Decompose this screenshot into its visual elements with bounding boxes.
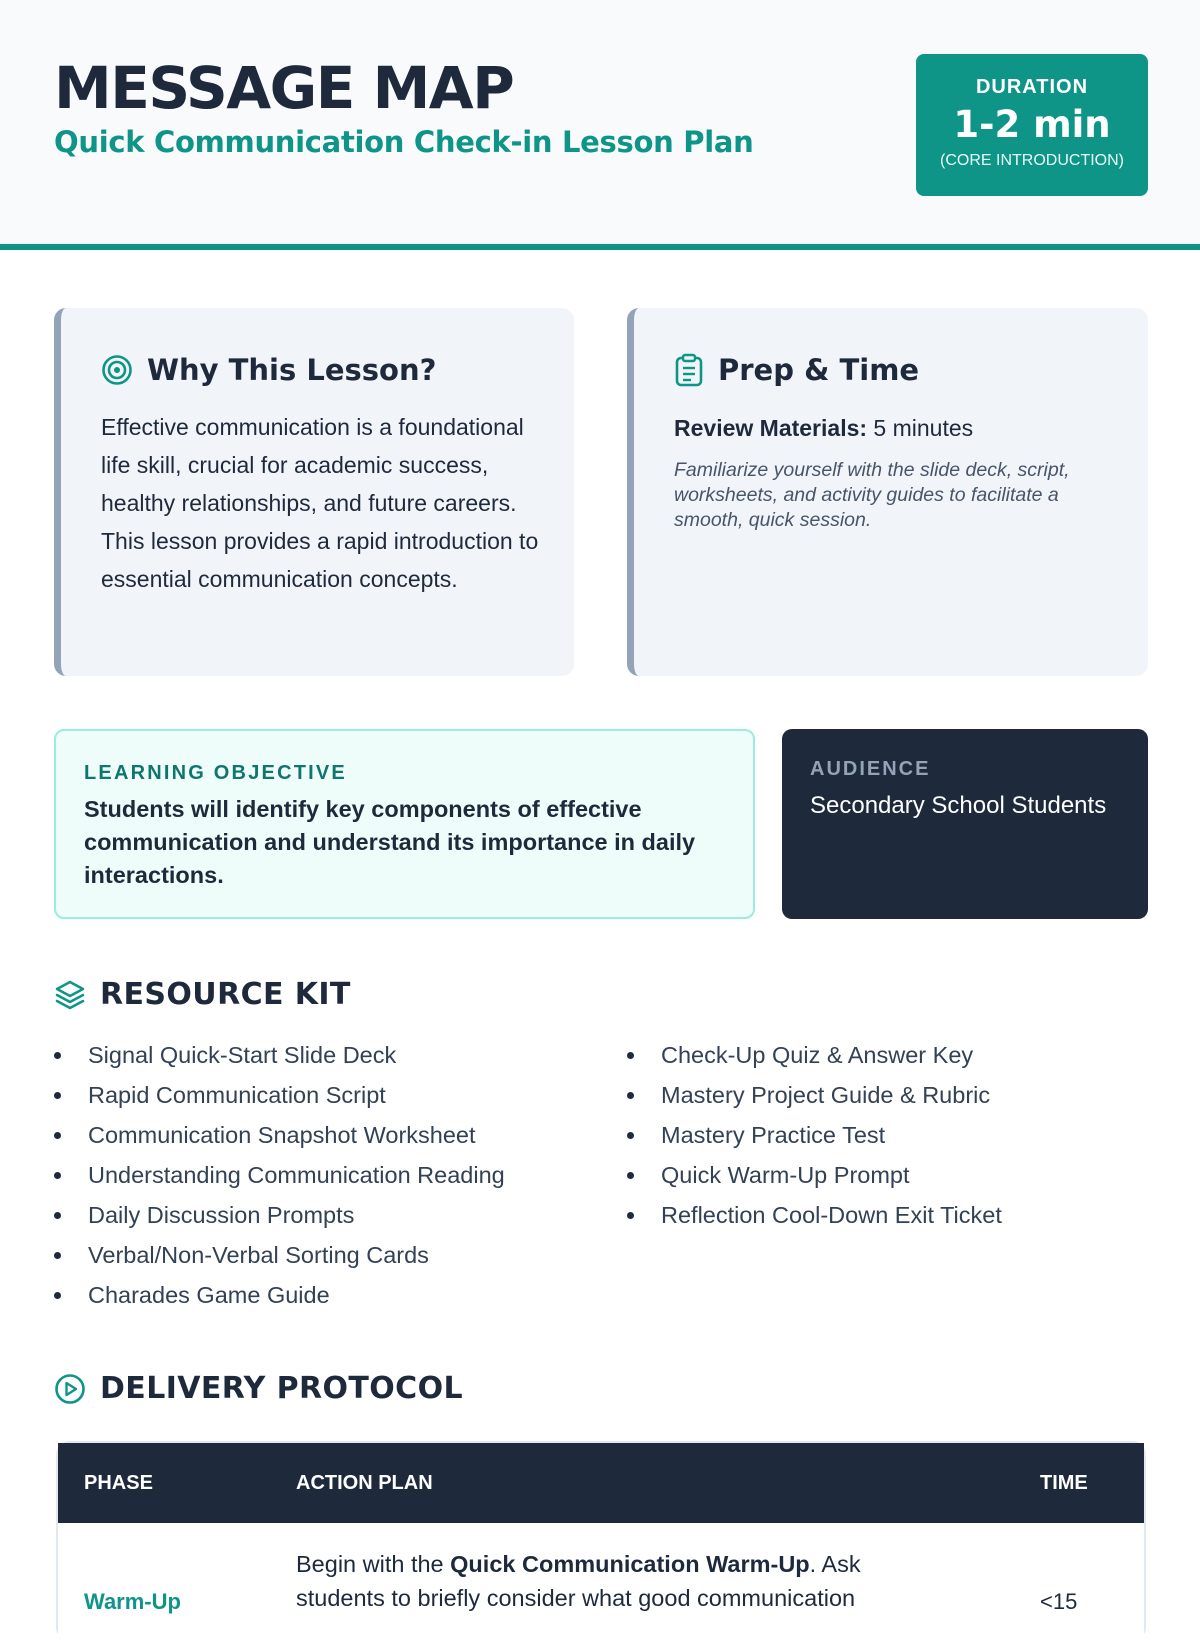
prep-note: Familiarize yourself with the slide deck, script, worksheets, and activity guides to facilitate a smooth, quick session. — [674, 459, 1070, 531]
delivery-table — [56, 1441, 1146, 1641]
review-label: Review Materials: — [674, 415, 868, 441]
column-header-time: TIME — [1040, 1472, 1088, 1494]
list-item: Quick Warm-Up Prompt — [627, 1155, 1002, 1195]
delivery-protocol-heading — [54, 1369, 463, 1409]
prep-heading — [674, 350, 919, 390]
duration-badge — [916, 54, 1148, 196]
table-row — [58, 1523, 1144, 1643]
list-item: Communication Snapshot Worksheet — [54, 1115, 505, 1155]
why-body: Effective communication is a foundational life skill, crucial for academic success, healthy relationships, and future careers. This lesson provides a rapid introduction to essential communication concepts. — [101, 414, 539, 592]
list-item: Charades Game Guide — [54, 1275, 505, 1315]
review-value: 5 minutes — [873, 415, 974, 441]
time-cell: <15 — [1040, 1589, 1078, 1614]
layers-icon — [54, 979, 86, 1011]
audience-text: Secondary School Students — [810, 792, 1107, 819]
page-title: MESSAGE MAP — [54, 54, 514, 122]
list-item: Mastery Project Guide & Rubric — [627, 1075, 1002, 1115]
list-item: Signal Quick-Start Slide Deck — [54, 1035, 505, 1075]
objective-text: Students will identify key components of effective communication and understand its importance in daily interactions. — [84, 796, 696, 888]
list-item: Reflection Cool-Down Exit Ticket — [627, 1195, 1002, 1235]
duration-label: DURATION — [975, 76, 1089, 98]
duration-value: 1-2 min — [953, 103, 1111, 146]
list-item: Check-Up Quiz & Answer Key — [627, 1035, 1002, 1075]
review-materials — [674, 412, 973, 444]
resource-list-left — [54, 1035, 505, 1315]
objective-label: LEARNING OBJECTIVE — [84, 762, 347, 784]
resource-list-right — [627, 1035, 1002, 1235]
action-cell — [296, 1547, 936, 1615]
audience-label: AUDIENCE — [810, 758, 931, 780]
phase-cell: Warm-Up — [84, 1589, 181, 1614]
action-text-post: . Ask students to briefly consider what good communication — [296, 1551, 861, 1611]
prep-title: Prep & Time — [718, 353, 920, 387]
action-text-bold: Quick Communication Warm-Up — [450, 1551, 810, 1577]
duration-note: (CORE INTRODUCTION) — [940, 152, 1124, 169]
column-header-action: ACTION PLAN — [296, 1472, 433, 1494]
list-item: Daily Discussion Prompts — [54, 1195, 505, 1235]
page-subtitle: Quick Communication Check-in Lesson Plan — [54, 125, 754, 159]
list-item: Mastery Practice Test — [627, 1115, 1002, 1155]
table-header — [58, 1443, 1144, 1523]
target-icon — [101, 354, 133, 386]
action-text-pre: Begin with the — [296, 1551, 451, 1577]
list-item: Rapid Communication Script — [54, 1075, 505, 1115]
resource-kit-heading — [54, 975, 351, 1015]
why-heading — [101, 350, 436, 390]
delivery-protocol-title: DELIVERY PROTOCOL — [100, 1371, 464, 1406]
resource-kit-title: RESOURCE KIT — [100, 977, 351, 1012]
play-circle-icon — [54, 1373, 86, 1405]
header — [0, 0, 1200, 250]
clipboard-icon — [674, 353, 704, 387]
list-item: Verbal/Non-Verbal Sorting Cards — [54, 1235, 505, 1275]
why-card — [54, 308, 574, 676]
learning-objective — [54, 729, 755, 919]
list-item: Understanding Communication Reading — [54, 1155, 505, 1195]
prep-card — [627, 308, 1148, 676]
audience-box — [782, 729, 1148, 919]
column-header-phase: PHASE — [84, 1472, 153, 1494]
why-title: Why This Lesson? — [147, 353, 437, 387]
